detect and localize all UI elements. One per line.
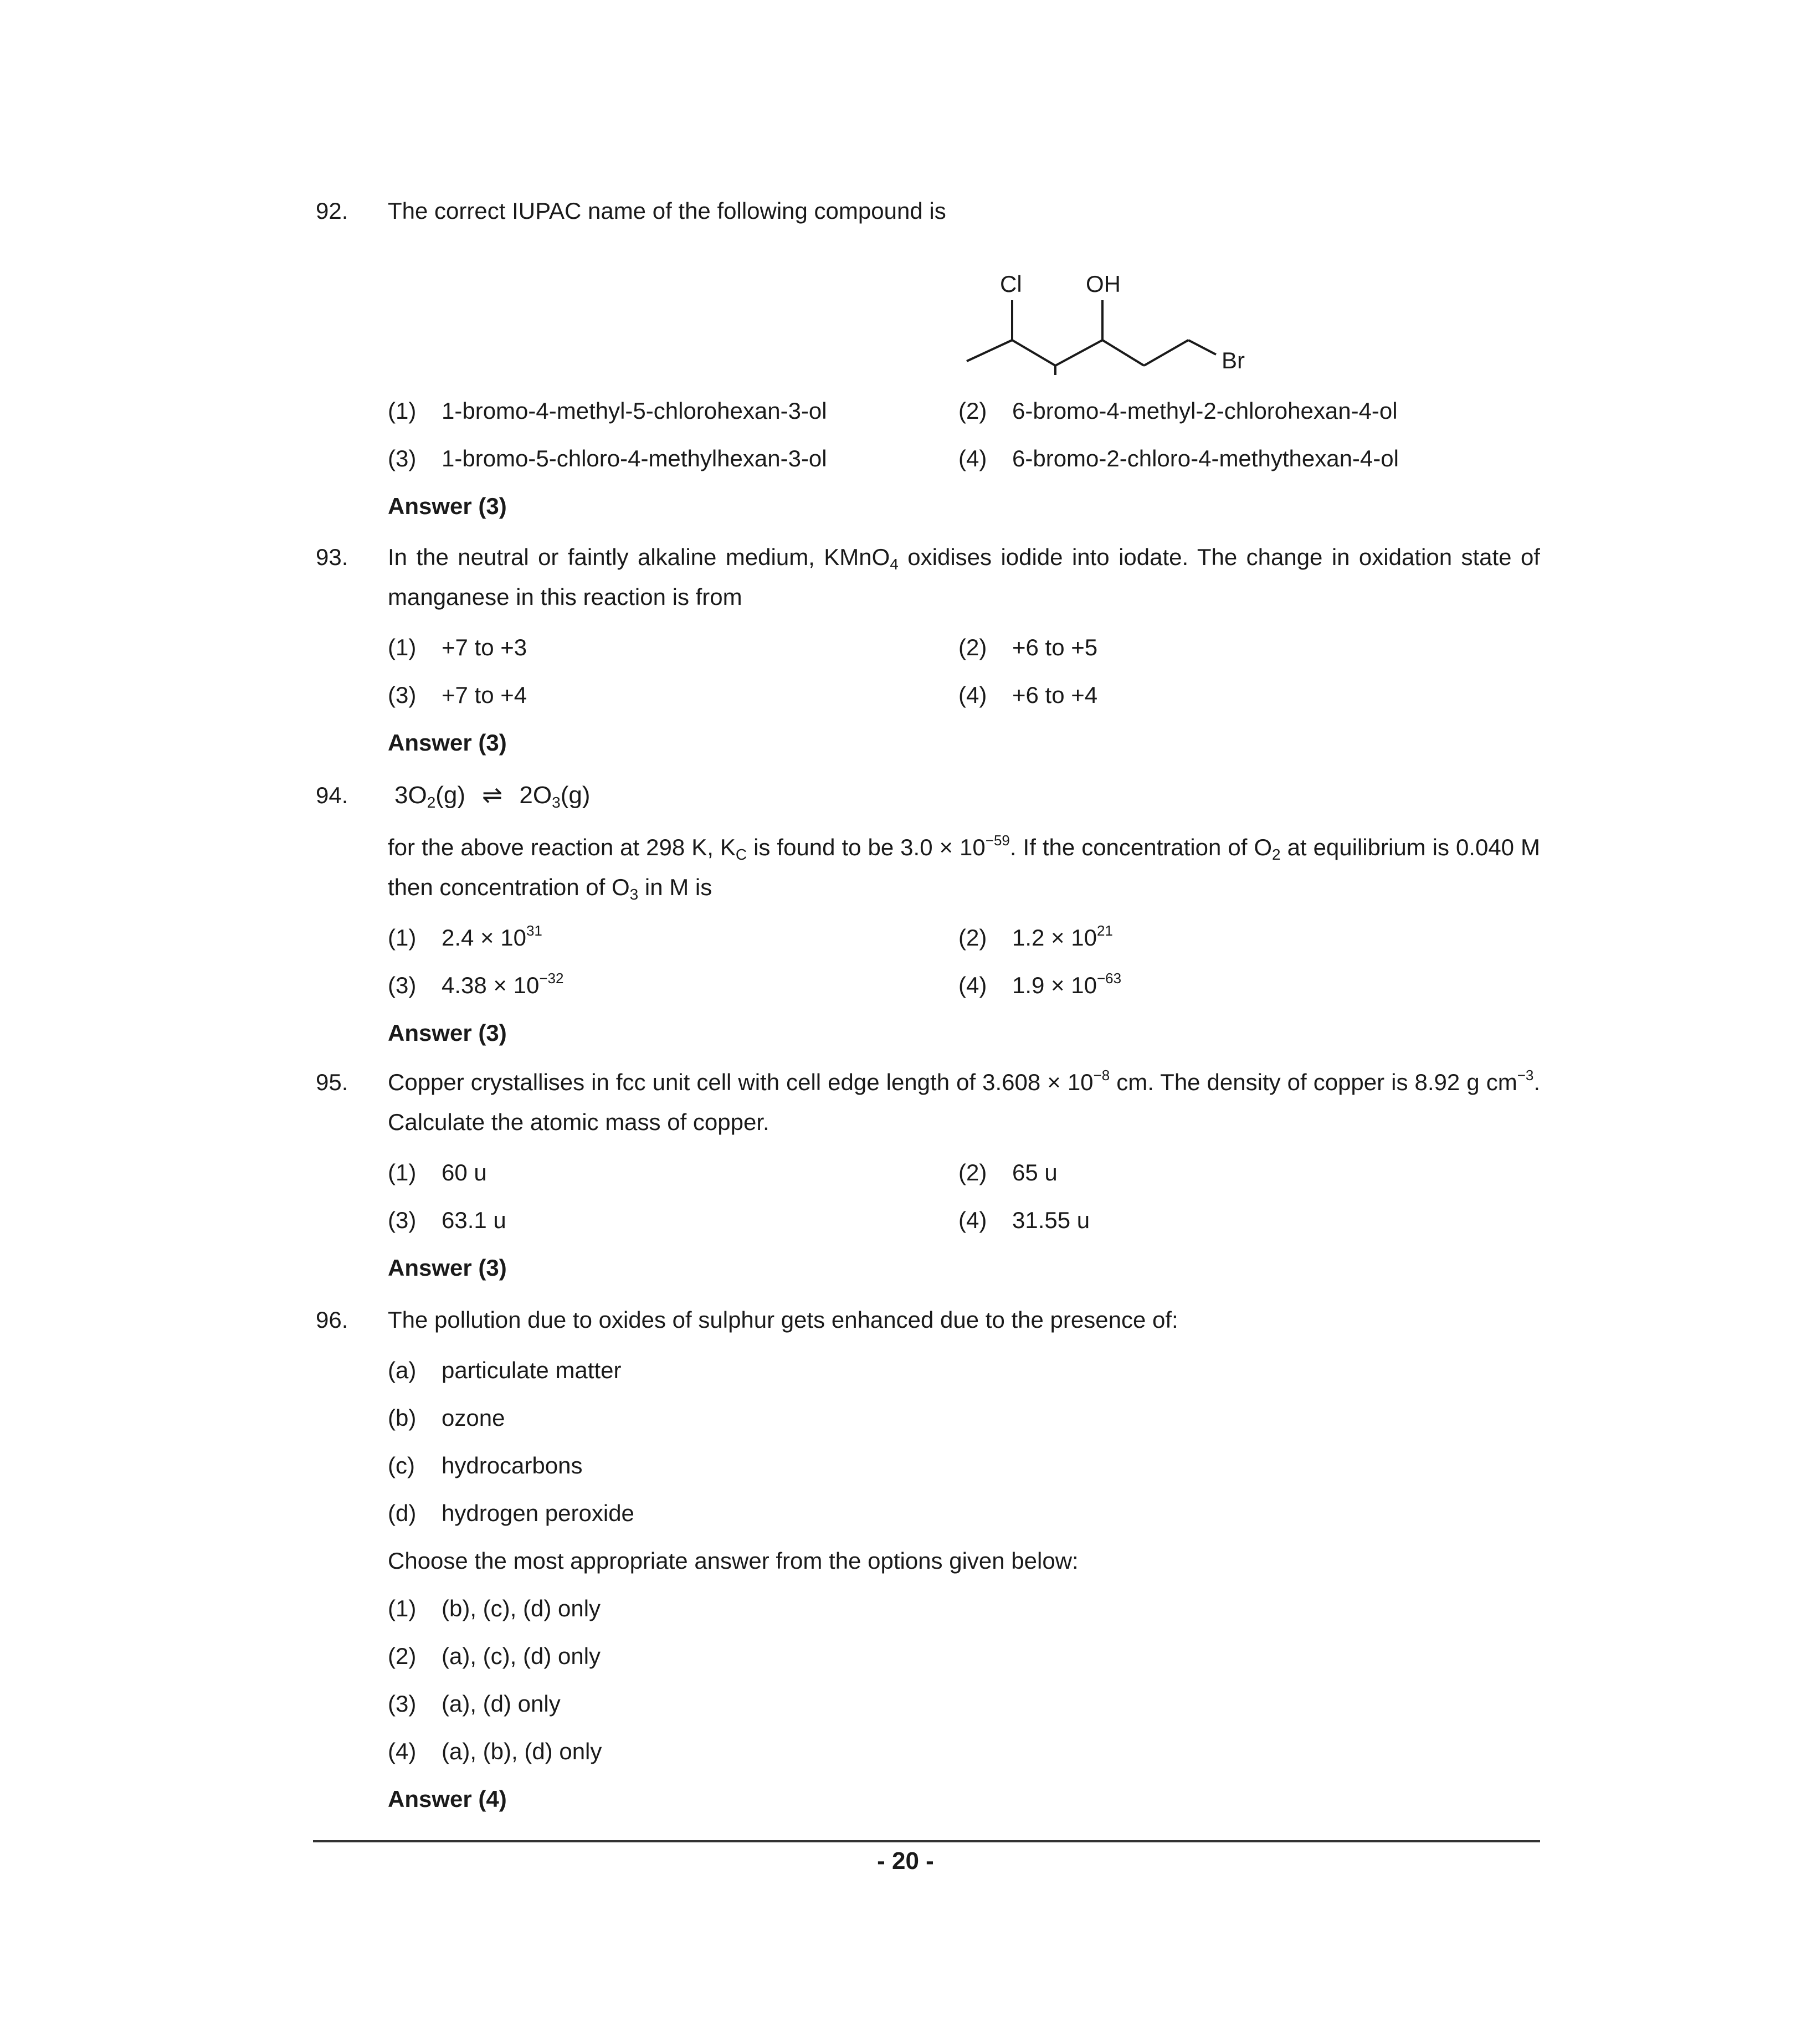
statement-number: (c)	[388, 1452, 415, 1478]
question-number: 95.	[316, 1069, 348, 1095]
superscript: −3	[1517, 1067, 1534, 1083]
option-1[interactable]	[388, 1585, 1540, 1632]
option-base: 1.9 × 10	[1012, 972, 1097, 998]
options	[388, 914, 1540, 1057]
option-number: (2)	[388, 1643, 417, 1669]
bond	[1055, 340, 1102, 366]
option-base: 2.4 × 10	[442, 925, 526, 951]
question-body	[388, 776, 1540, 1057]
option-text: +7 to +4	[442, 682, 527, 708]
option-4[interactable]	[958, 682, 1529, 708]
statement-text: ozone	[442, 1405, 505, 1431]
option-base: 4.38 × 10	[442, 972, 540, 998]
bond	[1102, 340, 1144, 366]
subscript: C	[735, 846, 747, 863]
option-number: (2)	[958, 925, 987, 951]
option-number: (4)	[958, 1207, 987, 1233]
text-segment: Copper crystallises in fcc unit cell with cell edge length of 3.608 × 10	[388, 1069, 1094, 1095]
question-number: 96.	[316, 1307, 348, 1333]
option-number: (3)	[388, 972, 417, 998]
options	[388, 1149, 1540, 1292]
subscript: 3	[629, 886, 639, 903]
option-3[interactable]	[388, 682, 958, 708]
answer-label: Answer (3)	[388, 1020, 507, 1046]
option-number: (3)	[388, 1207, 417, 1233]
option-number: (1)	[388, 634, 417, 660]
question-number: 92.	[316, 198, 348, 224]
reaction-equation	[394, 776, 1540, 815]
option-number: (4)	[958, 445, 987, 471]
option-number: (1)	[388, 398, 417, 424]
option-4[interactable]	[388, 1728, 1540, 1775]
option-text: 63.1 u	[442, 1207, 506, 1233]
option-text: 60 u	[442, 1159, 487, 1185]
option-number: (4)	[958, 972, 987, 998]
statement-text: hydrogen peroxide	[442, 1500, 634, 1526]
option-text: 65 u	[1012, 1159, 1058, 1185]
option-text: +7 to +3	[442, 634, 527, 660]
option-4[interactable]	[958, 445, 1529, 472]
bromine-label: Br	[1222, 347, 1245, 373]
state-label: (g)	[560, 782, 591, 809]
statement-number: (a)	[388, 1357, 417, 1383]
question-body	[388, 191, 1540, 530]
option-number: (2)	[958, 634, 987, 660]
statement-text: particulate matter	[442, 1357, 622, 1383]
text-segment: . If the concentration of O	[1009, 834, 1273, 860]
question-text: The correct IUPAC name of the following compound is	[388, 198, 946, 224]
option-2[interactable]	[958, 1159, 1529, 1186]
option-number: (3)	[388, 682, 417, 708]
superscript: −63	[1096, 970, 1122, 987]
skeletal-formula	[388, 231, 1540, 375]
subscript: 2	[427, 794, 436, 811]
option-number: (2)	[958, 1159, 987, 1185]
statement-text: hydrocarbons	[442, 1452, 583, 1478]
superscript: 21	[1096, 922, 1113, 939]
question-body	[388, 1062, 1540, 1292]
option-4[interactable]	[958, 1207, 1529, 1234]
question-body	[388, 537, 1540, 767]
option-text: (a), (c), (d) only	[442, 1643, 601, 1669]
option-text: (a), (d) only	[442, 1691, 561, 1717]
option-number: (3)	[388, 1691, 417, 1717]
equilibrium-arrow-icon: ⇌	[482, 782, 503, 809]
option-text: (b), (c), (d) only	[442, 1595, 601, 1621]
option-3[interactable]	[388, 1207, 958, 1234]
option-number: (4)	[388, 1738, 417, 1764]
equation-term: 3O	[394, 782, 427, 809]
question-number: 93.	[316, 544, 348, 570]
statement-c	[388, 1442, 1540, 1490]
statement-list	[388, 1347, 1540, 1823]
chlorine-label: Cl	[1000, 271, 1022, 297]
option-number: (1)	[388, 1595, 417, 1621]
superscript: −59	[985, 832, 1010, 849]
option-text: (a), (b), (d) only	[442, 1738, 602, 1764]
statement-number: (b)	[388, 1405, 417, 1431]
question-text	[388, 537, 1540, 617]
question-body	[388, 1300, 1540, 1823]
text-segment: at equilibrium is 0.040 M then concentration of O	[388, 834, 1541, 900]
option-number: (1)	[388, 1159, 417, 1185]
text-segment: in M is	[638, 874, 712, 900]
text-segment: . Calculate the atomic mass of copper.	[388, 1069, 1541, 1135]
option-text	[1012, 922, 1113, 951]
option-text: 1-bromo-5-chloro-4-methylhexan-3-ol	[442, 445, 827, 471]
text-segment: oxidises iodide into iodate. The change in oxidation state of manganese in this reaction is from	[388, 544, 1540, 610]
option-text: 31.55 u	[1012, 1207, 1090, 1233]
option-3[interactable]	[388, 972, 958, 999]
option-number: (1)	[388, 925, 417, 951]
subscript: 4	[890, 556, 899, 573]
statement-b	[388, 1394, 1540, 1442]
instruction-text: Choose the most appropriate answer from the options given below:	[388, 1548, 1079, 1574]
option-number: (4)	[958, 682, 987, 708]
statement-number: (d)	[388, 1500, 417, 1526]
option-1[interactable]	[388, 398, 958, 424]
option-text: +6 to +5	[1012, 634, 1098, 660]
bond	[1144, 340, 1188, 366]
footer-divider	[313, 1840, 1540, 1842]
answer-label: Answer (3)	[388, 1255, 507, 1281]
answer-label: Answer (3)	[388, 493, 507, 519]
option-4[interactable]	[958, 972, 1529, 999]
text-segment: cm. The density of copper is 8.92 g cm	[1110, 1069, 1517, 1095]
state-label: (g)	[435, 782, 466, 809]
statement-a	[388, 1347, 1540, 1394]
superscript: 31	[526, 922, 542, 939]
option-1[interactable]	[388, 1159, 958, 1186]
page-number: - 20 -	[877, 1847, 934, 1874]
equation-term: 2O	[519, 782, 552, 809]
text-segment: In the neutral or faintly alkaline medium, KMnO	[388, 544, 890, 570]
bond	[1188, 340, 1216, 355]
chemical-structure	[388, 231, 1540, 375]
bond	[967, 340, 1012, 361]
options	[388, 387, 1540, 530]
bond	[1012, 340, 1055, 366]
subscript: 3	[552, 794, 561, 811]
text-segment: for the above reaction at 298 K, K	[388, 834, 736, 860]
option-2[interactable]	[958, 922, 1529, 951]
superscript: −8	[1093, 1067, 1110, 1083]
question-text	[388, 1062, 1540, 1142]
options	[388, 624, 1540, 767]
option-3[interactable]	[388, 445, 958, 472]
option-2[interactable]	[388, 1632, 1540, 1680]
option-1[interactable]	[388, 922, 958, 951]
hydroxyl-label: OH	[1086, 271, 1121, 297]
option-text	[1012, 972, 1121, 999]
option-text	[442, 972, 563, 999]
question-number: 94.	[316, 782, 348, 808]
answer-label: Answer (3)	[388, 730, 507, 756]
option-base: 1.2 × 10	[1012, 925, 1097, 951]
option-3[interactable]	[388, 1680, 1540, 1728]
statement-d	[388, 1490, 1540, 1537]
option-text: 6-bromo-4-methyl-2-chlorohexan-4-ol	[1012, 398, 1398, 424]
question-text: The pollution due to oxides of sulphur gets enhanced due to the presence of:	[388, 1307, 1178, 1333]
option-text: 1-bromo-4-methyl-5-chlorohexan-3-ol	[442, 398, 827, 424]
question-text	[388, 828, 1540, 907]
option-1[interactable]	[388, 634, 958, 661]
option-2[interactable]	[958, 634, 1529, 661]
option-text	[442, 922, 542, 951]
answer-label: Answer (4)	[388, 1786, 507, 1812]
text-segment: is found to be 3.0 × 10	[747, 834, 986, 860]
option-number: (2)	[958, 398, 987, 424]
option-number: (3)	[388, 445, 417, 471]
option-text: +6 to +4	[1012, 682, 1098, 708]
option-text: 6-bromo-2-chloro-4-methythexan-4-ol	[1012, 445, 1399, 471]
superscript: −32	[539, 970, 564, 987]
subscript: 2	[1272, 846, 1281, 863]
option-2[interactable]	[958, 398, 1529, 424]
